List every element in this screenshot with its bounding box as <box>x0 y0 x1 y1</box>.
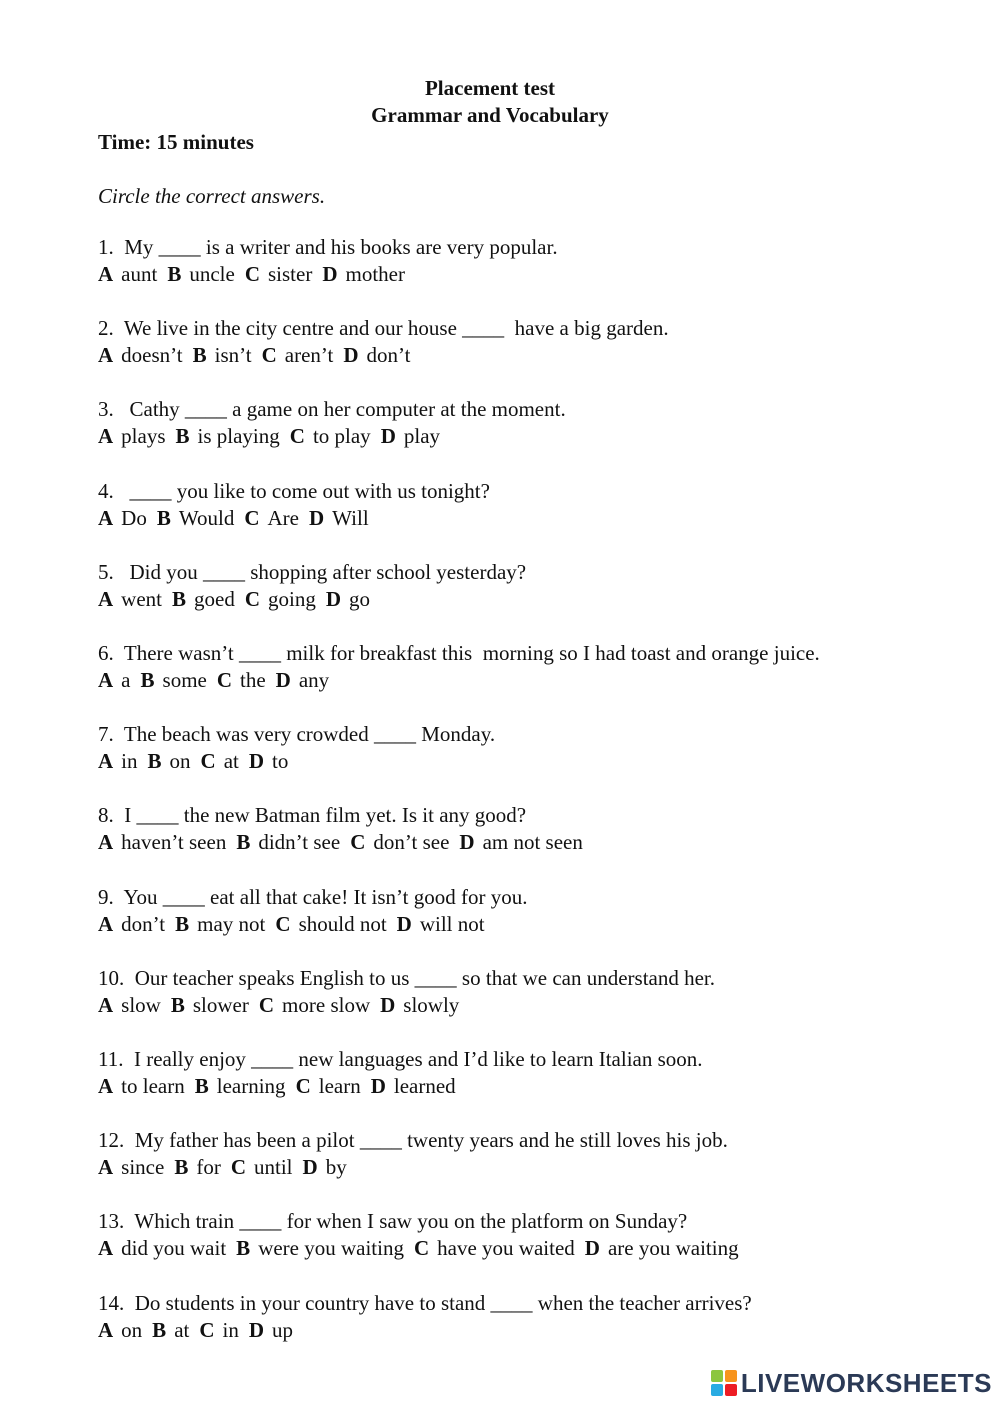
option-letter: A <box>98 668 114 692</box>
answer-option-a[interactable] <box>98 1073 185 1100</box>
option-letter: A <box>98 1074 114 1098</box>
option-letter: B <box>175 911 190 936</box>
option-letter: B <box>236 1236 251 1261</box>
question-text: 12. My father has been a pilot ____ twenty years and he still loves his job. <box>98 1128 728 1153</box>
option-text: more slow <box>282 992 371 1017</box>
question-item <box>98 802 958 856</box>
option-letter: A <box>98 262 114 286</box>
option-letter: A <box>98 343 114 368</box>
option-letter: A <box>98 586 114 611</box>
option-letter: A <box>98 911 114 936</box>
question-text: 6. There wasn’t ____ milk for breakfast this morning so I had toast and orange juice. <box>98 641 820 665</box>
answer-option-a[interactable] <box>98 667 131 694</box>
answer-option-a[interactable] <box>98 505 147 532</box>
time-limit: Time: 15 minutes <box>98 130 254 154</box>
answer-option-a[interactable] <box>98 1235 226 1262</box>
option-letter: D <box>309 505 325 530</box>
option-text: going <box>268 586 316 611</box>
option-letter: A <box>98 424 114 449</box>
option-text: uncle <box>189 262 235 286</box>
answer-option-a[interactable] <box>98 748 138 775</box>
answer-option-c[interactable] <box>259 992 370 1019</box>
answer-option-d[interactable] <box>371 1073 456 1100</box>
option-letter: C <box>244 586 261 611</box>
option-letter: C <box>199 1317 215 1342</box>
option-letter: B <box>152 1317 167 1342</box>
option-text: sister <box>268 262 313 286</box>
option-text: in <box>121 749 138 774</box>
question-item <box>98 965 958 1019</box>
question-text: 14. Do students in your country have to stand ____ when the teacher arrives? <box>98 1290 752 1315</box>
question-text: 10. Our teacher speaks English to us ____ so that we can understand her. <box>98 965 716 990</box>
answer-options <box>98 505 958 532</box>
option-letter: A <box>98 830 114 855</box>
answer-option-d[interactable] <box>380 992 459 1019</box>
option-text: the <box>240 668 266 692</box>
option-text: didn’t see <box>258 830 341 855</box>
answer-option-d[interactable] <box>459 829 582 856</box>
answer-option-b[interactable] <box>171 992 249 1019</box>
answer-option-c[interactable] <box>350 829 449 856</box>
option-letter: B <box>172 586 187 611</box>
answer-option-c[interactable] <box>290 423 371 450</box>
option-letter: C <box>275 911 291 936</box>
option-letter: D <box>396 911 412 936</box>
option-letter: B <box>175 424 190 449</box>
option-letter: D <box>459 830 475 855</box>
answer-option-c[interactable] <box>245 261 313 288</box>
option-letter: D <box>248 749 265 774</box>
question-text: 2. We live in the city centre and our house ____ have a big garden. <box>98 316 669 341</box>
option-text: in <box>222 1317 239 1342</box>
question-text: 4. ____ you like to come out with us tonight? <box>98 478 490 503</box>
answer-option-b[interactable] <box>175 911 265 938</box>
question-item <box>98 640 958 694</box>
option-text: Would <box>178 505 235 530</box>
option-text: up <box>272 1317 294 1342</box>
option-letter: D <box>302 1155 318 1180</box>
answer-option-a[interactable] <box>98 261 157 288</box>
answer-option-d[interactable] <box>322 261 405 288</box>
question-text: 9. You ____ eat all that cake! It isn’t good for you. <box>98 884 528 909</box>
option-letter: A <box>98 1155 114 1180</box>
option-text: plays <box>121 424 166 449</box>
option-text: learning <box>216 1074 286 1098</box>
option-text: Will <box>332 505 369 530</box>
option-text: since <box>121 1155 165 1180</box>
answer-option-b[interactable] <box>157 505 235 532</box>
option-text: to play <box>312 424 371 449</box>
option-text: a <box>121 668 131 692</box>
option-letter: C <box>413 1236 430 1261</box>
option-letter: C <box>258 992 275 1017</box>
answer-option-d[interactable] <box>309 505 369 532</box>
option-letter: B <box>156 505 171 530</box>
option-letter: C <box>350 830 366 855</box>
answer-option-b[interactable] <box>141 667 207 694</box>
option-text: will not <box>419 911 485 936</box>
question-text: 13. Which train ____ for when I saw you on the platform on Sunday? <box>98 1209 688 1234</box>
option-letter: A <box>98 992 114 1017</box>
option-letter: C <box>216 668 233 692</box>
answer-option-b[interactable] <box>172 586 235 613</box>
option-letter: D <box>370 1074 386 1098</box>
liveworksheets-logo <box>711 1365 992 1401</box>
question-item <box>98 1208 958 1262</box>
option-text: mother <box>345 262 405 286</box>
answer-options <box>98 1073 958 1100</box>
option-text: isn’t <box>214 343 252 368</box>
answer-option-c[interactable] <box>296 1073 361 1100</box>
option-letter: D <box>343 343 359 368</box>
option-text: slower <box>192 992 249 1017</box>
option-letter: C <box>244 262 260 286</box>
question-item <box>98 721 958 775</box>
question-item <box>98 234 958 288</box>
answer-option-d[interactable] <box>381 423 440 450</box>
option-text: play <box>403 424 441 449</box>
answer-option-c[interactable] <box>275 911 386 938</box>
answer-option-b[interactable] <box>236 829 340 856</box>
answer-option-a[interactable] <box>98 992 161 1019</box>
option-letter: B <box>192 343 207 368</box>
answer-option-a[interactable] <box>98 342 183 369</box>
option-letter: A <box>98 1236 114 1261</box>
option-letter: D <box>322 262 338 286</box>
option-letter: C <box>289 424 305 449</box>
option-letter: C <box>261 343 277 368</box>
option-text: haven’t seen <box>121 830 227 855</box>
option-text: until <box>254 1155 293 1180</box>
option-text: don’t <box>121 911 166 936</box>
answer-option-b[interactable] <box>152 1317 189 1344</box>
answer-options <box>98 1317 958 1344</box>
answer-options <box>98 586 958 613</box>
question-item <box>98 396 958 450</box>
option-text: on <box>121 1317 143 1342</box>
answer-options <box>98 1154 958 1181</box>
option-letter: C <box>295 1074 311 1098</box>
answer-option-b[interactable] <box>193 342 252 369</box>
option-letter: B <box>140 668 155 692</box>
answer-options <box>98 829 958 856</box>
answer-option-b[interactable] <box>174 1154 221 1181</box>
answer-option-d[interactable] <box>585 1235 739 1262</box>
option-letter: C <box>200 749 216 774</box>
option-text: slowly <box>403 992 460 1017</box>
answer-option-b[interactable] <box>236 1235 404 1262</box>
answer-option-c[interactable] <box>231 1154 293 1181</box>
question-item <box>98 1127 958 1181</box>
option-text: don’t see <box>373 830 450 855</box>
option-letter: D <box>380 992 396 1017</box>
page-subtitle: Grammar and Vocabulary <box>371 103 609 127</box>
answer-option-d[interactable] <box>343 342 410 369</box>
answer-option-a[interactable] <box>98 1154 164 1181</box>
answer-option-c[interactable] <box>217 667 266 694</box>
answer-options <box>98 1235 958 1262</box>
option-letter: D <box>325 586 342 611</box>
option-text: for <box>196 1155 221 1180</box>
answer-option-d[interactable] <box>397 911 485 938</box>
answer-option-c[interactable] <box>201 748 239 775</box>
answer-option-d[interactable] <box>249 1317 293 1344</box>
answer-option-b[interactable] <box>148 748 191 775</box>
option-letter: B <box>236 830 251 855</box>
question-text: 7. The beach was very crowded ____ Monday. <box>98 722 496 747</box>
option-letter: D <box>584 1236 600 1261</box>
option-letter: B <box>167 262 182 286</box>
option-text: goed <box>194 586 235 611</box>
option-text: to learn <box>121 1074 185 1098</box>
option-text: to <box>272 749 289 774</box>
option-letter: B <box>147 749 162 774</box>
option-letter: A <box>98 749 114 774</box>
option-letter: B <box>194 1074 209 1098</box>
option-text: Do <box>121 505 147 530</box>
question-item <box>98 315 958 369</box>
option-text: am not seen <box>482 830 583 855</box>
answer-option-a[interactable] <box>98 586 162 613</box>
option-letter: B <box>174 1155 189 1180</box>
answer-option-c[interactable] <box>262 342 334 369</box>
page-title: Placement test <box>424 76 556 100</box>
option-text: slow <box>121 992 161 1017</box>
option-text: go <box>349 586 371 611</box>
question-item <box>98 478 958 532</box>
option-letter: B <box>170 992 185 1017</box>
option-text: went <box>121 586 162 611</box>
option-text: should not <box>298 911 387 936</box>
option-text: did you wait <box>121 1236 227 1261</box>
option-text: are you waiting <box>607 1236 739 1261</box>
answer-option-c[interactable] <box>245 586 316 613</box>
question-text: 11. I really enjoy ____ new languages and I’d like to learn Italian soon. <box>98 1047 703 1071</box>
option-letter: D <box>248 1317 265 1342</box>
option-text: some <box>162 668 207 692</box>
question-text: 3. Cathy ____ a game on her computer at the moment. <box>98 397 566 422</box>
answer-options <box>98 261 958 288</box>
option-text: Are <box>267 505 299 530</box>
answer-option-a[interactable] <box>98 911 165 938</box>
question-text: 8. I ____ the new Batman film yet. Is it any good? <box>98 803 527 828</box>
option-letter: C <box>244 505 260 530</box>
question-item <box>98 1046 958 1100</box>
question-text: 1. My ____ is a writer and his books are very popular. <box>98 235 558 259</box>
option-text: may not <box>197 911 266 936</box>
option-letter: C <box>230 1155 247 1180</box>
option-letter: A <box>98 505 114 530</box>
answer-options <box>98 911 958 938</box>
option-text: any <box>298 668 330 692</box>
option-letter: D <box>380 424 396 449</box>
option-text: by <box>325 1155 347 1180</box>
option-text: at <box>223 749 239 774</box>
option-text: learn <box>318 1074 361 1098</box>
option-text: is playing <box>197 424 280 449</box>
answer-option-a[interactable] <box>98 1317 142 1344</box>
answer-option-c[interactable] <box>199 1317 239 1344</box>
answer-option-a[interactable] <box>98 829 226 856</box>
instruction: Circle the correct answers. <box>98 184 326 208</box>
question-item <box>98 884 958 938</box>
answer-option-c[interactable] <box>414 1235 575 1262</box>
answer-option-d[interactable] <box>276 667 330 694</box>
answer-option-c[interactable] <box>244 505 299 532</box>
answer-option-b[interactable] <box>195 1073 286 1100</box>
option-text: on <box>169 749 191 774</box>
option-text: were you waiting <box>258 1236 404 1261</box>
answer-options <box>98 342 958 369</box>
logo-icon <box>711 1370 737 1396</box>
option-text: at <box>174 1317 190 1342</box>
question-text: 5. Did you ____ shopping after school yesterday? <box>98 559 527 584</box>
logo-text: LIVEWORKSHEETS <box>740 1367 992 1398</box>
answer-options <box>98 748 958 775</box>
option-text: doesn’t <box>121 343 183 368</box>
answer-options <box>98 992 958 1019</box>
option-text: don’t <box>366 343 411 368</box>
answer-option-b[interactable] <box>176 423 280 450</box>
question-item <box>98 1290 958 1344</box>
option-text: have you waited <box>437 1236 575 1261</box>
option-text: aunt <box>121 262 158 286</box>
question-item <box>98 559 958 613</box>
answer-option-d[interactable] <box>326 586 370 613</box>
option-letter: A <box>98 1317 114 1342</box>
answer-options <box>98 667 958 694</box>
answer-option-b[interactable] <box>167 261 235 288</box>
answer-option-d[interactable] <box>303 1154 347 1181</box>
answer-options <box>98 423 958 450</box>
option-text: learned <box>393 1074 456 1098</box>
answer-option-a[interactable] <box>98 423 166 450</box>
option-text: aren’t <box>284 343 334 368</box>
answer-option-d[interactable] <box>249 748 289 775</box>
option-letter: D <box>275 668 291 692</box>
